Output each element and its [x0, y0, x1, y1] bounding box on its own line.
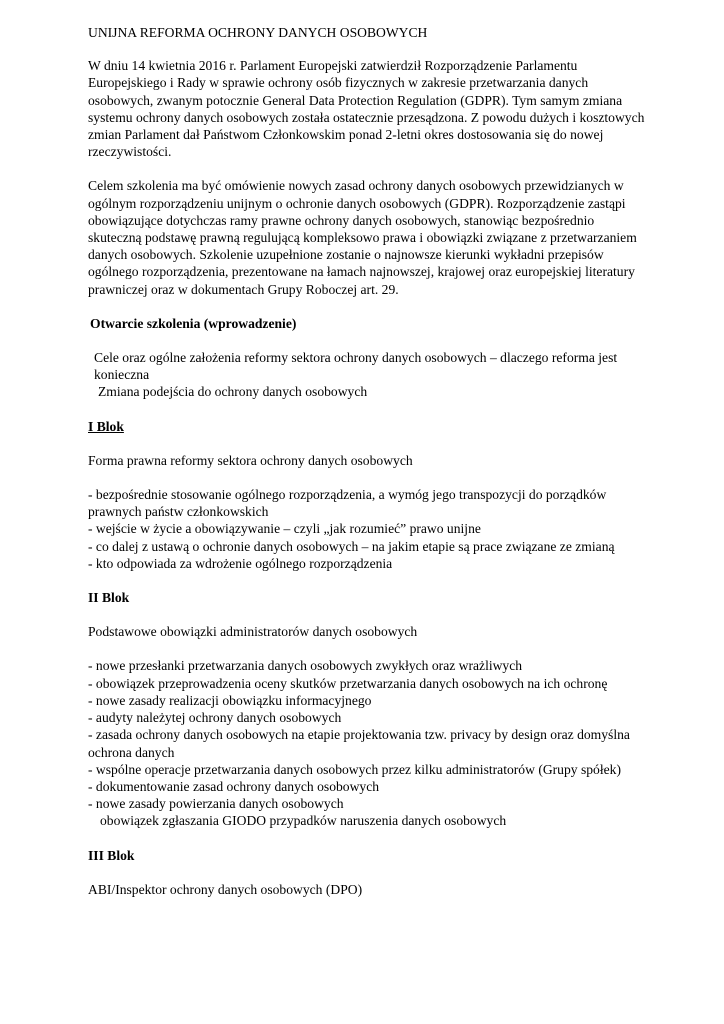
document-title: UNIJNA REFORMA OCHRONY DANYCH OSOBOWYCH	[88, 25, 428, 40]
spacer	[88, 160, 648, 177]
document-page	[88, 24, 648, 898]
block-2-list	[88, 657, 648, 812]
list-item: - audyty należytej ochrony danych osobowych	[88, 710, 342, 726]
block-1-list	[88, 486, 648, 572]
spacer	[88, 864, 648, 881]
spacer	[88, 401, 648, 418]
block-2-subtitle: Podstawowe obowiązki administratorów danych osobowych	[88, 624, 418, 640]
spacer	[88, 469, 648, 486]
intro-paragraph-1: W dniu 14 kwietnia 2016 r. Parlament Europejski zatwierdził Rozporządzenie Parlamentu Europejskiego i Rady w sprawie ochrony osób fizycznych w zakresie przetwarzania danych osobowych, zwanym potocznie General Data Protection Regulation (GDPR). Tym samym zmiana systemu ochrony danych osobowych została ostatecznie przesądzona. Z powodu dużych i kosztowych zmian Parlament dał Państwom Członkowskim ponad 2-letni okres dostosowania się do nowej rzeczywistości.	[88, 58, 645, 160]
list-item: - nowe zasady powierzania danych osobowych	[88, 796, 344, 812]
list-item: - wejście w życie a obowiązywanie – czyli „jak rozumieć” prawo unijne	[88, 521, 481, 537]
spacer	[88, 41, 648, 57]
block-3-heading: III Blok	[88, 847, 135, 863]
spacer	[88, 830, 648, 847]
spacer	[88, 435, 648, 452]
spacer	[88, 640, 648, 657]
opening-line-2: Zmiana podejścia do ochrony danych osobowych	[98, 384, 368, 400]
list-item: - dokumentowanie zasad ochrony danych osobowych	[88, 778, 380, 794]
opening-heading: Otwarcie szkolenia (wprowadzenie)	[90, 315, 297, 331]
list-item: - wspólne operacje przetwarzania danych osobowych przez kilku administratorów (Grupy spółek)	[88, 761, 621, 777]
opening-line-1: Cele oraz ogólne założenia reformy sektora ochrony danych osobowych – dlaczego reforma jest konieczna	[94, 350, 618, 383]
spacer	[88, 298, 648, 315]
list-item: - nowe przesłanki przetwarzania danych osobowych zwykłych oraz wrażliwych	[88, 658, 523, 674]
list-item: - bezpośrednie stosowanie ogólnego rozporządzenia, a wymóg jego transpozycji do porządków prawnych państw członkowskich	[88, 487, 607, 520]
list-item: - nowe zasady realizacji obowiązku informacyjnego	[88, 692, 372, 708]
spacer	[88, 332, 648, 349]
block-1-subtitle: Forma prawna reformy sektora ochrony danych osobowych	[88, 452, 413, 468]
block-1-heading: I Blok	[88, 418, 124, 434]
intro-paragraph-2: Celem szkolenia ma być omówienie nowych zasad ochrony danych osobowych przewidzianych w ogólnym rozporządzeniu unijnym o ochronie danych osobowych (GDPR). Rozporządzenie zastąpi obowiązujące dotychczas ramy prawne ochrony danych osobowych, stanowiąc bezpośrednio skuteczną podstawę prawną regulującą kompleksowo prawa i obowiązki związane z przetwarzaniem danych osobowych. Szkolenie uzupełnione zostanie o najnowsze kierunki wykładni przepisów ogólnego rozporządzenia, prezentowane na łamach najnowszej, krajowej oraz europejskiej literatury prawniczej oraz w dokumentach Grupy Roboczej art. 29.	[88, 178, 637, 297]
list-item: - zasada ochrony danych osobowych na etapie projektowania tzw. privacy by design oraz domyślna ochrona danych	[88, 727, 630, 760]
list-item: - obowiązek przeprowadzenia oceny skutków przetwarzania danych osobowych na ich ochronę	[88, 675, 608, 691]
block-2-heading: II Blok	[88, 590, 130, 606]
list-item: - kto odpowiada za wdrożenie ogólnego rozporządzenia	[88, 555, 393, 571]
spacer	[88, 572, 648, 589]
spacer	[88, 606, 648, 623]
block-3-subtitle: ABI/Inspektor ochrony danych osobowych (DPO)	[88, 881, 363, 897]
list-item: - co dalej z ustawą o ochronie danych osobowych – na jakim etapie są prace związane ze zmianą	[88, 538, 615, 554]
block-2-last-line: obowiązek zgłaszania GIODO przypadków naruszenia danych osobowych	[100, 813, 507, 829]
